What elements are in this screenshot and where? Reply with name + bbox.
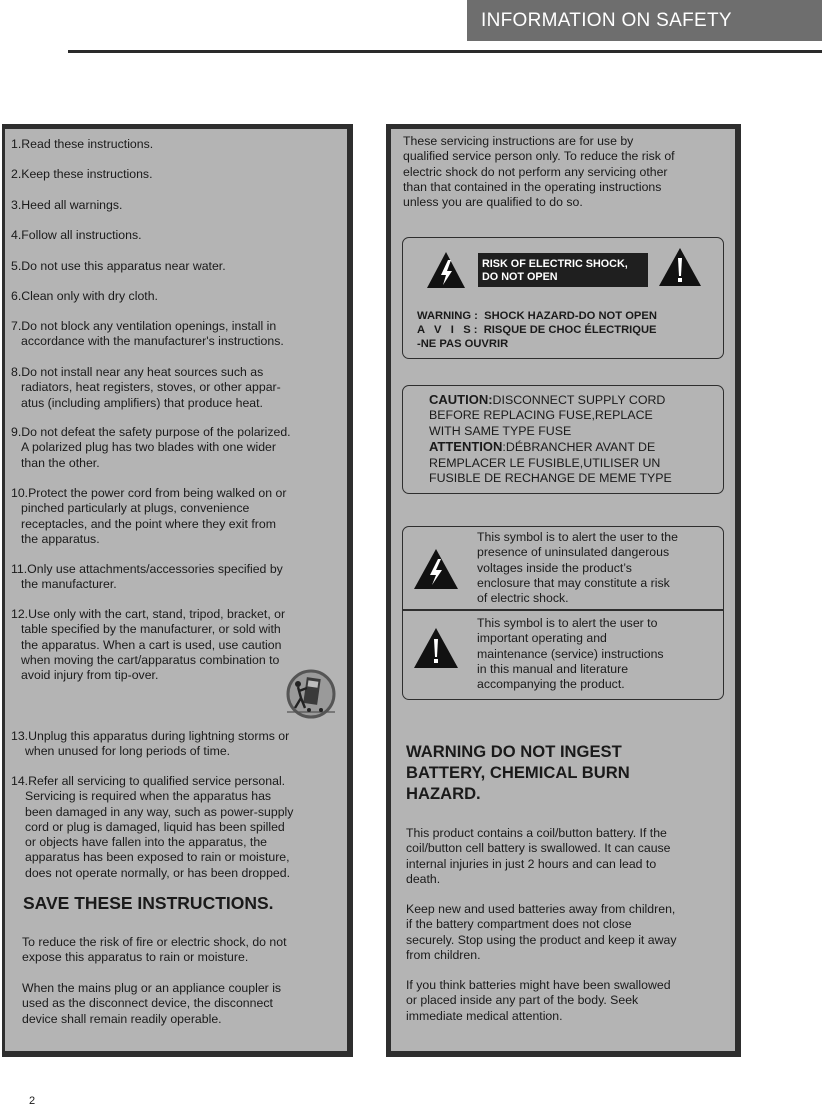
instruction-item: 1.Read these instructions. <box>11 137 154 151</box>
instruction-item: 11.Only use attachments/accessories specified by the manufacturer. <box>11 562 283 592</box>
instruction-item: 9.Do not defeat the safety purpose of the polarized. A polarized plug has two blades with one wider than the other. <box>11 425 291 470</box>
save-instructions-heading: SAVE THESE INSTRUCTIONS. <box>23 893 274 913</box>
exclamation-warning-icon <box>657 246 703 288</box>
instructions-panel <box>2 124 353 1057</box>
instruction-item: 3.Heed all warnings. <box>11 198 123 212</box>
instruction-item: 7.Do not block any ventilation openings, install in accordance with the manufacturer's instructions. <box>11 319 284 349</box>
shock-hazard-box <box>402 237 724 359</box>
instruction-item: 12.Use only with the cart, stand, tripod, bracket, or table specified by the manufacturer, or sold with the apparatus. When a cart is used, use caution when moving the cart/apparatus combination to avoid injury from tip-over. <box>11 607 286 683</box>
instruction-item: 2.Keep these instructions. <box>11 167 153 181</box>
shock-hazard-warning: WARNING : SHOCK HAZARD-DO NOT OPEN <box>417 310 657 322</box>
instruction-item: 6.Clean only with dry cloth. <box>11 289 158 303</box>
instruction-item: 4.Follow all instructions. <box>11 228 142 242</box>
shock-hazard-warning-fr: A V I S : RISQUE DE CHOC ÉLECTRIQUE <box>417 324 657 336</box>
servicing-note: These servicing instructions are for use by qualified service person only. To reduce the risk of electric shock do not perform any servicing other than that contained in the operating instructions unless you are qualified to do so. <box>403 134 675 210</box>
symbol-divider <box>403 609 723 611</box>
symbol-explanation-box <box>402 526 724 700</box>
instruction-item: 10.Protect the power cord from being walked on or pinched particularly at plugs, convenience receptacles, and the point where they exit from the apparatus. <box>11 486 287 546</box>
shock-hazard-warning-fr-cont: -NE PAS OUVRIR <box>417 338 509 350</box>
page-number: 2 <box>29 1095 36 1107</box>
battery-paragraph-3: If you think batteries might have been swallowed or placed inside any part of the body. Seek immediate medical attention. <box>406 978 671 1023</box>
lightning-symbol-text: This symbol is to alert the user to the presence of uninsulated dangerous voltages inside the product’s enclosure that may constitute a risk of electric shock. <box>477 530 678 606</box>
fuse-caution-box <box>402 385 724 494</box>
section-title-tab <box>467 0 822 41</box>
lightning-symbol-icon <box>412 547 460 591</box>
battery-paragraph-2: Keep new and used batteries away from children, if the battery compartment does not close securely. Stop using the product and keep it away from children. <box>406 902 677 962</box>
lightning-warning-icon <box>425 250 467 290</box>
battery-paragraph-1: This product contains a coil/button battery. If the coil/button cell battery is swallowed. It can cause internal injuries in just 2 hours and can lead to death. <box>406 826 671 886</box>
exclamation-symbol-icon <box>412 626 460 670</box>
caution-text: CAUTION:DISCONNECT SUPPLY CORD BEFORE REPLACING FUSE,REPLACE WITH SAME TYPE FUSE ATTENTION:DÉBRANCHER AVANT DE REMPLACER LE FUSIBLE,UTILISER UN FUSIBLE DE RECHANGE DE MEME TYPE <box>429 392 672 486</box>
section-title: INFORMATION ON SAFETY <box>481 10 732 31</box>
battery-warning-title: WARNING DO NOT INGEST BATTERY, CHEMICAL BURN HAZARD. <box>406 742 630 803</box>
exclamation-symbol-text: This symbol is to alert the user to important operating and maintenance (service) instructions in this manual and literature accompanying the product. <box>477 616 664 692</box>
instruction-item: 8.Do not install near any heat sources such as radiators, heat registers, stoves, or other appar- atus (including amplifiers) that produce heat. <box>11 365 281 410</box>
safety-symbols-panel <box>386 124 741 1057</box>
disconnect-note: When the mains plug or an appliance coupler is used as the disconnect device, the disconnect device shall remain readily operable. <box>22 981 282 1026</box>
cart-warning-icon <box>283 668 339 724</box>
instruction-item: 14.Refer all servicing to qualified service personal. Servicing is required when the apparatus has been damaged in any way, such as power-supply cord or plug is damaged, liquid has been spilled or objects have fallen into the apparatus, the apparatus has been exposed to rain or moisture, does not operate normally, or has been dropped. <box>11 774 294 880</box>
instruction-item: 5.Do not use this apparatus near water. <box>11 259 226 273</box>
fire-warning-note: To reduce the risk of fire or electric shock, do not expose this apparatus to rain or moisture. <box>22 935 287 965</box>
header-rule <box>68 50 822 53</box>
risk-of-shock-label: RISK OF ELECTRIC SHOCK, DO NOT OPEN <box>478 253 648 287</box>
instruction-item: 13.Unplug this apparatus during lightning storms or when unused for long periods of time. <box>11 729 290 759</box>
